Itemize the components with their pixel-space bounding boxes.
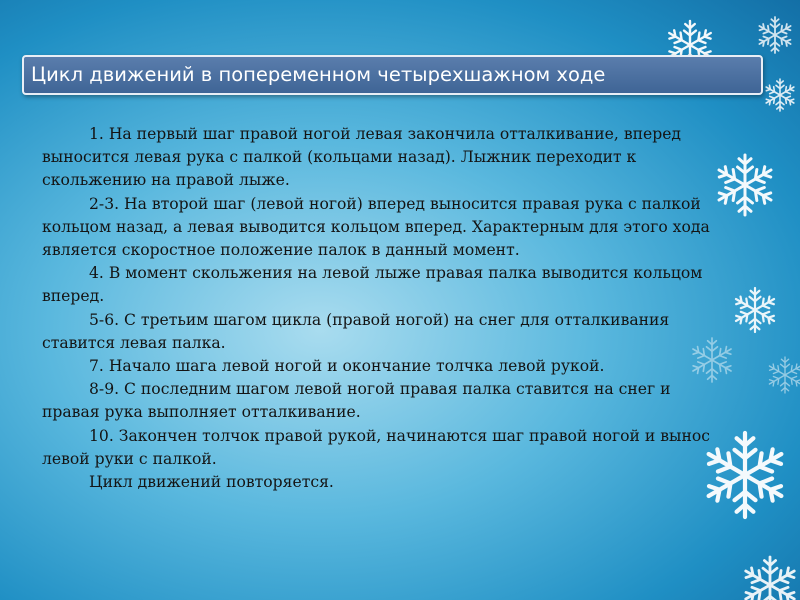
paragraph: 4. В момент скольжения на левой лыже правая палка выводится кольцом вперед.: [42, 264, 703, 306]
snowflake-icon: [742, 557, 797, 600]
paragraph: 5-6. С третьим шагом цикла (правой ногой) на снег для отталкивания ставится левая палка.: [42, 310, 670, 352]
paragraph: 8-9. С последним шагом левой ногой правая палка ставится на снег и правая рука выполняет отталкивание.: [42, 380, 671, 422]
paragraph: Цикл движений повторяется.: [89, 473, 334, 492]
slide-body: [42, 123, 732, 494]
paragraph: 2-3. На второй шаг (левой ногой) вперед выносится правая рука с палкой кольцом назад, а левая выводится кольцом вперед. Характерным для этого хода является скоростное положение палок в данный момент.: [42, 194, 710, 260]
snowflake-icon: [733, 288, 777, 332]
slide-title: Цикл движений в попеременном четырехшажном ходе: [22, 55, 763, 95]
snowflake-icon: [767, 357, 800, 393]
snowflake-icon: [757, 17, 793, 53]
paragraph: 7. Начало шага левой ногой и окончание толчка левой рукой.: [89, 357, 605, 376]
paragraph: 1. На первый шаг правой ногой левая закончила отталкивание, вперед выносится левая рука с палкой (кольцами назад). Лыжник переходит к скольжению на правой лыже.: [42, 125, 682, 190]
snowflake-icon: [764, 79, 796, 111]
paragraph: 10. Закончен толчок правой рукой, начинаются шаг правой ногой и вынос левой руки с палкой.: [42, 426, 710, 468]
